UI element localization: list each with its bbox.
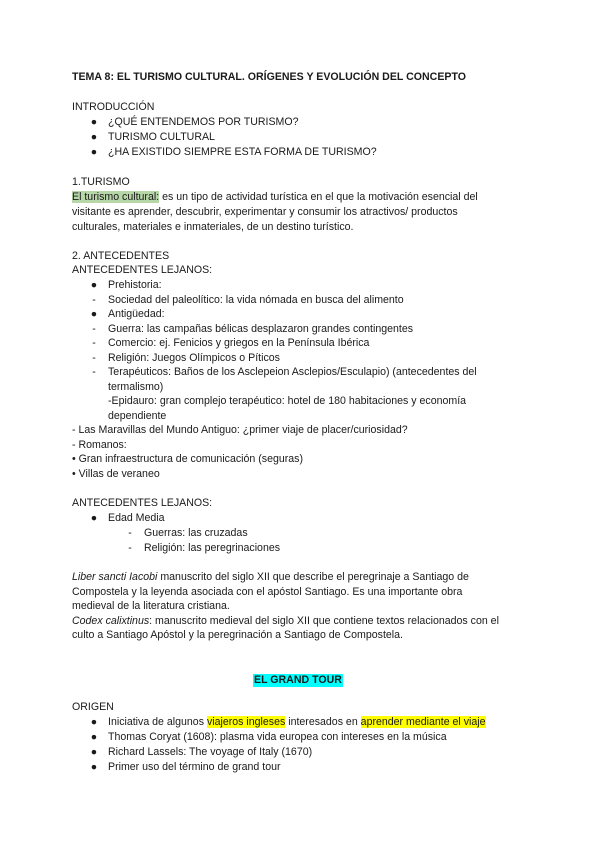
turismo-text: culturales, materiales e inmateriales, de un destino turístico.: [72, 221, 354, 233]
codex-title: Codex calixtinus: [72, 615, 150, 627]
bullet-dot: ●: [90, 279, 98, 291]
intro-item: ¿QUÉ ENTENDEMOS POR TURISMO?: [108, 116, 299, 128]
bullet-dash: -: [92, 352, 96, 364]
bullet-dash: -: [92, 337, 96, 349]
paragraph-line: - Romanos:: [72, 439, 127, 451]
bullet-dot: ●: [90, 746, 98, 758]
codex-text: : manuscrito medieval del siglo XII que contiene textos relacionados con el: [149, 615, 499, 627]
bullet-dash: -: [128, 542, 132, 554]
intro-item: ¿HA EXISTIDO SIEMPRE ESTA FORMA DE TURISMO?: [108, 146, 377, 158]
list-item: Prehistoria:: [108, 279, 162, 291]
bullet-dash: -: [92, 366, 96, 378]
intro-heading: INTRODUCCIÓN: [72, 101, 155, 113]
list-item-continuation: termalismo): [108, 381, 164, 393]
bullet-dash: -: [128, 527, 132, 539]
list-item: Guerras: las cruzadas: [144, 527, 248, 539]
bullet-dot: ●: [90, 146, 98, 158]
list-item: Thomas Coryat (1608): plasma vida europea con intereses en la música: [108, 731, 447, 743]
bullet-dot: ●: [90, 131, 98, 143]
bullet-dot: ●: [90, 512, 98, 524]
paragraph-line: • Villas de veraneo: [72, 468, 160, 480]
bullet-dot: ●: [90, 731, 98, 743]
document-title: TEMA 8: EL TURISMO CULTURAL. ORÍGENES Y EVOLUCIÓN DEL CONCEPTO: [72, 71, 466, 83]
antecedentes-subheading: ANTECEDENTES LEJANOS:: [72, 497, 213, 509]
list-item: Richard Lassels: The voyage of Italy (1670): [108, 746, 313, 758]
highlight-term: aprender mediante el viaje: [360, 716, 486, 728]
liber-text: medieval de la literatura cristiana.: [72, 600, 230, 612]
codex-paragraph-line: [72, 615, 499, 628]
highlight-term: viajeros ingleses: [206, 716, 286, 728]
liber-text: Compostela y la leyenda asociada con el apóstol Santiago. Es una importante obra: [72, 586, 463, 598]
list-item: Comercio: ej. Fenicios y griegos en la Península Ibérica: [108, 337, 370, 349]
paragraph-line: - Las Maravillas del Mundo Antiguo: ¿primer viaje de placer/curiosidad?: [72, 424, 408, 436]
antecedentes-subheading: ANTECEDENTES LEJANOS:: [72, 264, 213, 276]
list-item: [108, 716, 486, 729]
item-text: interesados en: [285, 716, 361, 728]
list-item: Sociedad del paleolítico: la vida nómada en busca del alimento: [108, 294, 404, 306]
turismo-paragraph-line: [72, 191, 478, 204]
liber-text: manuscrito del siglo XII que describe el peregrinaje a Santiago de: [157, 571, 469, 583]
list-item: Terapéuticos: Baños de los Asclepeion Asclepios/Esculapio) (antecedentes del: [108, 366, 477, 378]
bullet-dot: ●: [90, 308, 98, 320]
list-item-continuation: -Epidauro: gran complejo terapéutico: hotel de 180 habitaciones y economía: [108, 395, 467, 407]
list-item: Religión: Juegos Olímpicos o Píticos: [108, 352, 280, 364]
liber-paragraph-line: [72, 571, 469, 584]
highlight-term: El turismo cultural:: [72, 191, 160, 203]
bullet-dash: -: [92, 323, 96, 335]
paragraph-line: • Gran infraestructura de comunicación (seguras): [72, 453, 303, 465]
bullet-dot: ●: [90, 116, 98, 128]
intro-item: TURISMO CULTURAL: [108, 131, 215, 143]
turismo-heading: 1.TURISMO: [72, 176, 130, 188]
list-item: Primer uso del término de grand tour: [108, 761, 281, 773]
codex-text: culto a Santiago Apóstol y la peregrinación a Santiago de Compostela.: [72, 629, 403, 641]
bullet-dot: ●: [90, 761, 98, 773]
grand-tour-heading: EL GRAND TOUR: [254, 674, 342, 686]
turismo-text: es un tipo de actividad turística en el que la motivación esencial del: [159, 191, 478, 203]
turismo-text: visitante es aprender, descubrir, experimentar y consumir los atractivos/ productos: [72, 206, 458, 218]
list-item: Guerra: las campañas bélicas desplazaron grandes contingentes: [108, 323, 414, 335]
list-item: Antigüedad:: [108, 308, 165, 320]
list-item: Edad Media: [108, 512, 165, 524]
list-item: Religión: las peregrinaciones: [144, 542, 281, 554]
bullet-dot: ●: [90, 716, 98, 728]
list-item-continuation: dependiente: [108, 410, 167, 422]
liber-title: Liber sancti Iacobi: [72, 571, 158, 583]
origen-heading: ORIGEN: [72, 701, 114, 713]
antecedentes-heading: 2. ANTECEDENTES: [72, 250, 170, 262]
item-text: Iniciativa de algunos: [108, 716, 207, 728]
bullet-dash: -: [92, 294, 96, 306]
